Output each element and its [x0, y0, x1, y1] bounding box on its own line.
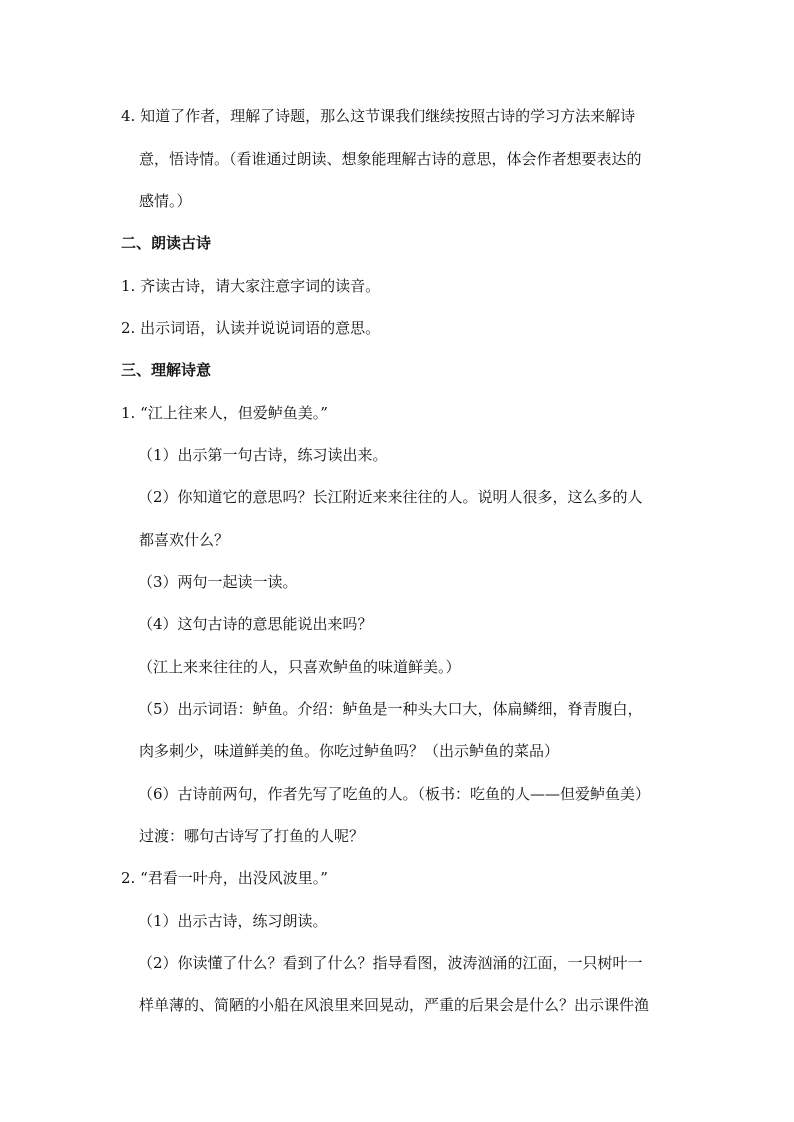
step-1-2-line-1: （2）你知道它的意思吗？长江附近来来往往的人。说明人很多，这么多的人 — [138, 488, 643, 506]
list-item: 1. 齐读古诗，请大家注意字词的读音。 — [121, 277, 381, 295]
list-item: 2. 出示词语，认读并说说词语的意思。 — [121, 319, 381, 337]
step-2-1: （1）出示古诗，练习朗读。 — [138, 912, 328, 930]
section-heading-understand-poem: 三、理解诗意 — [121, 361, 212, 379]
step-2-2-line-1: （2）你读懂了什么？看到了什么？指导看图，波涛汹涌的江面，一只树叶一 — [138, 954, 643, 972]
step-1-1: （1）出示第一句古诗，练习读出来。 — [138, 446, 388, 464]
step-1-3: （3）两句一起读一读。 — [138, 573, 298, 591]
step-1-4: （4）这句古诗的意思能说出来吗？ — [138, 615, 373, 633]
paragraph-4-line-1: 4. 知道了作者，理解了诗题，那么这节课我们继续按照古诗的学习方法来解诗 — [121, 107, 636, 125]
step-1-5-line-1: （5）出示词语：鲈鱼。介绍：鲈鱼是一种头大口大，体扁鳞细，脊青腹白， — [138, 700, 643, 718]
step-2-2-line-2: 样单薄的、简陋的小船在风浪里来回晃动，严重的后果会是什么？出示课件渔 — [139, 996, 650, 1014]
step-1-5-line-2: 肉多刺少，味道鲜美的鱼。你吃过鲈鱼吗？（出示鲈鱼的菜品） — [139, 742, 560, 760]
paragraph-4-line-3: 感情。） — [139, 192, 192, 210]
section-heading-read-poem: 二、朗读古诗 — [121, 234, 212, 252]
transition-text: 过渡：哪句古诗写了打鱼的人呢？ — [139, 827, 365, 845]
step-1-6: （6）古诗前两句，作者先写了吃鱼的人。（板书：吃鱼的人——但爱鲈鱼美） — [138, 785, 651, 803]
paragraph-4-line-2: 意，悟诗情。（看谁通过朗读、想象能理解古诗的意思，体会作者想要表达的 — [139, 150, 642, 168]
poem-line-title-1: 1. “江上往来人，但爱鲈鱼美。” — [121, 404, 328, 422]
poem-line-title-2: 2. “君看一叶舟，出没风波里。” — [121, 869, 328, 887]
step-1-2-line-2: 都喜欢什么？ — [139, 531, 230, 549]
step-1-4-answer: （江上来来往往的人，只喜欢鲈鱼的味道鲜美。） — [138, 658, 461, 676]
